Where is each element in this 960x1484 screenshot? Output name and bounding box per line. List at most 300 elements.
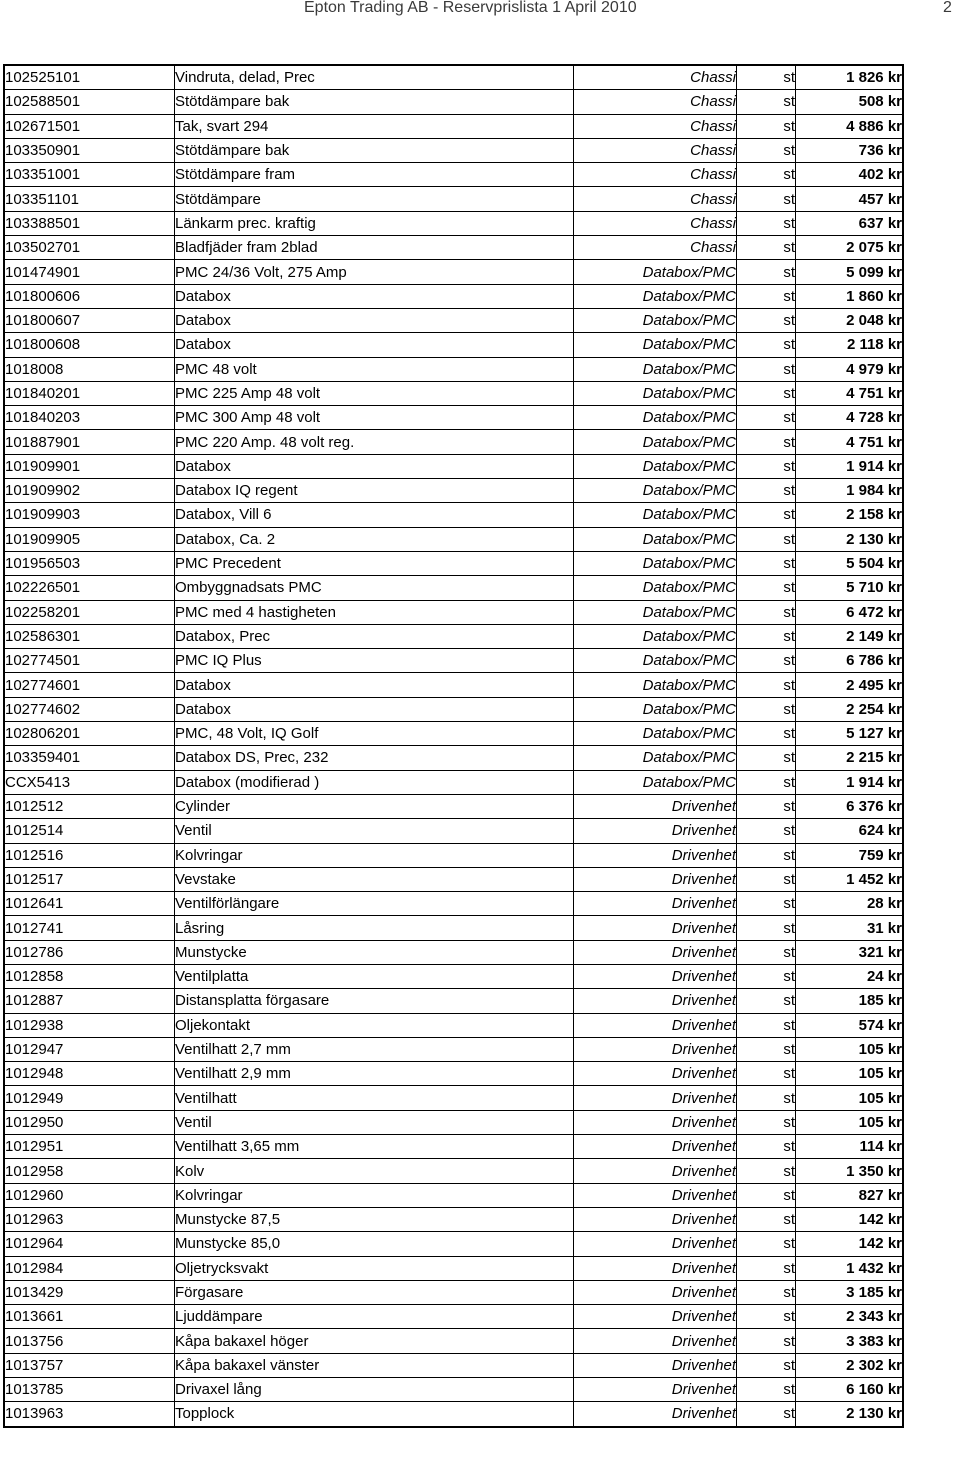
price: 4 751 kr — [796, 430, 904, 454]
part-category: Databox/PMC — [574, 503, 737, 527]
price: 759 kr — [796, 843, 904, 867]
unit: st — [737, 892, 796, 916]
table-row — [4, 503, 903, 527]
part-category: Drivenhet — [574, 1232, 737, 1256]
part-description: PMC 48 volt — [175, 357, 574, 381]
part-number: 101840201 — [4, 381, 175, 405]
table-row — [4, 65, 903, 90]
price: 5 099 kr — [796, 260, 904, 284]
part-number: 1013757 — [4, 1353, 175, 1377]
table-row — [4, 624, 903, 648]
price: 2 254 kr — [796, 697, 904, 721]
unit: st — [737, 65, 796, 90]
part-description: PMC, 48 Volt, IQ Golf — [175, 722, 574, 746]
unit: st — [737, 381, 796, 405]
price: 142 kr — [796, 1207, 904, 1231]
part-description: Kolv — [175, 1159, 574, 1183]
part-description: Stötdämpare bak — [175, 138, 574, 162]
part-description: Tak, svart 294 — [175, 114, 574, 138]
table-row — [4, 989, 903, 1013]
price: 1 452 kr — [796, 867, 904, 891]
unit: st — [737, 1183, 796, 1207]
part-description: Förgasare — [175, 1280, 574, 1304]
document-title: Epton Trading AB - Reservprislista 1 April 2010 — [304, 0, 637, 16]
part-description: Ventil — [175, 819, 574, 843]
unit: st — [737, 1232, 796, 1256]
part-number: 101909903 — [4, 503, 175, 527]
part-description: PMC med 4 hastigheten — [175, 600, 574, 624]
part-category: Drivenhet — [574, 1135, 737, 1159]
part-number: 1012950 — [4, 1110, 175, 1134]
table-row — [4, 430, 903, 454]
part-number: 102258201 — [4, 600, 175, 624]
part-category: Databox/PMC — [574, 697, 737, 721]
part-description: Databox IQ regent — [175, 479, 574, 503]
part-number: 102774601 — [4, 673, 175, 697]
unit: st — [737, 260, 796, 284]
part-category: Chassi — [574, 114, 737, 138]
part-number: 101909905 — [4, 527, 175, 551]
table-row — [4, 308, 903, 332]
part-description: PMC Precedent — [175, 551, 574, 575]
table-row — [4, 454, 903, 478]
price: 2 048 kr — [796, 308, 904, 332]
part-category: Chassi — [574, 187, 737, 211]
part-category: Drivenhet — [574, 843, 737, 867]
part-category: Databox/PMC — [574, 649, 737, 673]
part-description: PMC IQ Plus — [175, 649, 574, 673]
part-number: 102671501 — [4, 114, 175, 138]
part-number: 103502701 — [4, 236, 175, 260]
table-row — [4, 551, 903, 575]
part-description: Munstycke 87,5 — [175, 1207, 574, 1231]
table-row — [4, 357, 903, 381]
part-number: 1012951 — [4, 1135, 175, 1159]
price: 3 383 kr — [796, 1329, 904, 1353]
price: 736 kr — [796, 138, 904, 162]
unit: st — [737, 1037, 796, 1061]
part-category: Drivenhet — [574, 794, 737, 818]
unit: st — [737, 1256, 796, 1280]
part-number: 1018008 — [4, 357, 175, 381]
part-category: Chassi — [574, 236, 737, 260]
table-row — [4, 90, 903, 114]
part-description: Databox — [175, 284, 574, 308]
table-row — [4, 1305, 903, 1329]
unit: st — [737, 940, 796, 964]
price: 2 118 kr — [796, 333, 904, 357]
part-category: Databox/PMC — [574, 624, 737, 648]
part-number: 1012964 — [4, 1232, 175, 1256]
price: 1 350 kr — [796, 1159, 904, 1183]
part-description: Vevstake — [175, 867, 574, 891]
table-row — [4, 867, 903, 891]
part-category: Databox/PMC — [574, 284, 737, 308]
table-row — [4, 1159, 903, 1183]
table-row — [4, 892, 903, 916]
table-row — [4, 600, 903, 624]
unit: st — [737, 1378, 796, 1402]
part-category: Drivenhet — [574, 1329, 737, 1353]
part-category: Databox/PMC — [574, 430, 737, 454]
table-row — [4, 770, 903, 794]
price: 624 kr — [796, 819, 904, 843]
part-description: Ljuddämpare — [175, 1305, 574, 1329]
unit: st — [737, 770, 796, 794]
part-category: Databox/PMC — [574, 308, 737, 332]
price: 105 kr — [796, 1037, 904, 1061]
table-row — [4, 940, 903, 964]
part-description: Cylinder — [175, 794, 574, 818]
table-row — [4, 163, 903, 187]
part-category: Drivenhet — [574, 1378, 737, 1402]
part-number: 101956503 — [4, 551, 175, 575]
unit: st — [737, 138, 796, 162]
unit: st — [737, 819, 796, 843]
price: 2 343 kr — [796, 1305, 904, 1329]
unit: st — [737, 90, 796, 114]
part-category: Drivenhet — [574, 1110, 737, 1134]
part-category: Chassi — [574, 90, 737, 114]
part-category: Drivenhet — [574, 1207, 737, 1231]
price: 1 432 kr — [796, 1256, 904, 1280]
price: 5 710 kr — [796, 576, 904, 600]
unit: st — [737, 406, 796, 430]
part-category: Databox/PMC — [574, 527, 737, 551]
part-number: 101800607 — [4, 308, 175, 332]
page-number: 2 — [943, 0, 952, 16]
price: 4 751 kr — [796, 381, 904, 405]
part-category: Drivenhet — [574, 1037, 737, 1061]
part-number: 102774602 — [4, 697, 175, 721]
price: 6 786 kr — [796, 649, 904, 673]
unit: st — [737, 600, 796, 624]
table-row — [4, 576, 903, 600]
part-number: 101909901 — [4, 454, 175, 478]
price: 5 504 kr — [796, 551, 904, 575]
part-category: Chassi — [574, 138, 737, 162]
part-number: 1012960 — [4, 1183, 175, 1207]
unit: st — [737, 527, 796, 551]
part-category: Drivenhet — [574, 964, 737, 988]
part-number: 102525101 — [4, 65, 175, 90]
unit: st — [737, 333, 796, 357]
part-description: Bladfjäder fram 2blad — [175, 236, 574, 260]
price: 4 728 kr — [796, 406, 904, 430]
table-row — [4, 479, 903, 503]
price: 6 472 kr — [796, 600, 904, 624]
part-number: 1012741 — [4, 916, 175, 940]
price: 827 kr — [796, 1183, 904, 1207]
part-category: Databox/PMC — [574, 600, 737, 624]
table-row — [4, 1329, 903, 1353]
part-number: 1012887 — [4, 989, 175, 1013]
price: 2 215 kr — [796, 746, 904, 770]
part-description: Oljetrycksvakt — [175, 1256, 574, 1280]
part-category: Databox/PMC — [574, 551, 737, 575]
price: 1 914 kr — [796, 770, 904, 794]
part-number: 1012938 — [4, 1013, 175, 1037]
unit: st — [737, 211, 796, 235]
table-row — [4, 333, 903, 357]
part-number: 1012641 — [4, 892, 175, 916]
part-description: Låsring — [175, 916, 574, 940]
part-description: PMC 225 Amp 48 volt — [175, 381, 574, 405]
unit: st — [737, 576, 796, 600]
part-category: Databox/PMC — [574, 576, 737, 600]
part-description: Kolvringar — [175, 1183, 574, 1207]
part-category: Drivenhet — [574, 1305, 737, 1329]
price: 105 kr — [796, 1086, 904, 1110]
unit: st — [737, 163, 796, 187]
price: 28 kr — [796, 892, 904, 916]
part-number: 1012948 — [4, 1062, 175, 1086]
unit: st — [737, 989, 796, 1013]
page-header — [0, 0, 960, 18]
part-description: Stötdämpare fram — [175, 163, 574, 187]
unit: st — [737, 479, 796, 503]
price: 185 kr — [796, 989, 904, 1013]
part-number: 1012949 — [4, 1086, 175, 1110]
part-category: Drivenhet — [574, 1086, 737, 1110]
table-row — [4, 746, 903, 770]
part-category: Drivenhet — [574, 1402, 737, 1427]
part-category: Drivenhet — [574, 1013, 737, 1037]
unit: st — [737, 430, 796, 454]
price: 31 kr — [796, 916, 904, 940]
unit: st — [737, 1013, 796, 1037]
table-row — [4, 1135, 903, 1159]
price: 1 914 kr — [796, 454, 904, 478]
unit: st — [737, 114, 796, 138]
price-list-body — [4, 65, 903, 1427]
part-category: Drivenhet — [574, 1159, 737, 1183]
table-row — [4, 236, 903, 260]
unit: st — [737, 843, 796, 867]
part-number: 102586301 — [4, 624, 175, 648]
unit: st — [737, 746, 796, 770]
unit: st — [737, 1135, 796, 1159]
unit: st — [737, 1329, 796, 1353]
part-number: 102774501 — [4, 649, 175, 673]
part-number: 103351101 — [4, 187, 175, 211]
table-row — [4, 1013, 903, 1037]
part-description: Databox (modifierad ) — [175, 770, 574, 794]
price: 105 kr — [796, 1062, 904, 1086]
table-row — [4, 406, 903, 430]
price: 2 075 kr — [796, 236, 904, 260]
part-category: Drivenhet — [574, 989, 737, 1013]
unit: st — [737, 794, 796, 818]
part-number: 101909902 — [4, 479, 175, 503]
table-row — [4, 964, 903, 988]
unit: st — [737, 673, 796, 697]
part-number: 102806201 — [4, 722, 175, 746]
table-row — [4, 1086, 903, 1110]
part-category: Drivenhet — [574, 1062, 737, 1086]
unit: st — [737, 308, 796, 332]
table-row — [4, 1207, 903, 1231]
unit: st — [737, 1159, 796, 1183]
part-description: Databox — [175, 454, 574, 478]
part-number: 1012963 — [4, 1207, 175, 1231]
table-row — [4, 697, 903, 721]
part-category: Drivenhet — [574, 819, 737, 843]
unit: st — [737, 697, 796, 721]
price: 2 130 kr — [796, 1402, 904, 1427]
price: 2 130 kr — [796, 527, 904, 551]
part-description: Munstycke 85,0 — [175, 1232, 574, 1256]
price: 2 302 kr — [796, 1353, 904, 1377]
table-row — [4, 1062, 903, 1086]
price: 508 kr — [796, 90, 904, 114]
part-category: Drivenhet — [574, 916, 737, 940]
unit: st — [737, 649, 796, 673]
table-row — [4, 138, 903, 162]
table-row — [4, 649, 903, 673]
table-row — [4, 1183, 903, 1207]
table-row — [4, 1256, 903, 1280]
part-number: 103359401 — [4, 746, 175, 770]
price: 5 127 kr — [796, 722, 904, 746]
part-description: Databox, Ca. 2 — [175, 527, 574, 551]
part-description: Kåpa bakaxel höger — [175, 1329, 574, 1353]
table-row — [4, 1353, 903, 1377]
unit: st — [737, 1207, 796, 1231]
part-number: 1013429 — [4, 1280, 175, 1304]
part-description: Distansplatta förgasare — [175, 989, 574, 1013]
part-number: 101800606 — [4, 284, 175, 308]
table-row — [4, 673, 903, 697]
part-category: Drivenhet — [574, 867, 737, 891]
part-number: 1012958 — [4, 1159, 175, 1183]
part-number: 1012516 — [4, 843, 175, 867]
table-row — [4, 819, 903, 843]
part-number: 1012514 — [4, 819, 175, 843]
part-description: Kolvringar — [175, 843, 574, 867]
part-description: Länkarm prec. kraftig — [175, 211, 574, 235]
unit: st — [737, 1110, 796, 1134]
unit: st — [737, 964, 796, 988]
table-row — [4, 1037, 903, 1061]
price: 2 158 kr — [796, 503, 904, 527]
part-number: 1013785 — [4, 1378, 175, 1402]
unit: st — [737, 1062, 796, 1086]
part-description: Kåpa bakaxel vänster — [175, 1353, 574, 1377]
part-description: Stötdämpare — [175, 187, 574, 211]
part-number: 103388501 — [4, 211, 175, 235]
part-description: Topplock — [175, 1402, 574, 1427]
part-category: Chassi — [574, 211, 737, 235]
part-description: Databox DS, Prec, 232 — [175, 746, 574, 770]
unit: st — [737, 916, 796, 940]
part-number: 1012512 — [4, 794, 175, 818]
price: 321 kr — [796, 940, 904, 964]
unit: st — [737, 624, 796, 648]
part-category: Drivenhet — [574, 1256, 737, 1280]
part-description: Databox — [175, 333, 574, 357]
table-row — [4, 381, 903, 405]
part-description: Ventil — [175, 1110, 574, 1134]
price: 1 826 kr — [796, 65, 904, 90]
unit: st — [737, 454, 796, 478]
unit: st — [737, 284, 796, 308]
part-description: Stötdämpare bak — [175, 90, 574, 114]
part-number: 1012858 — [4, 964, 175, 988]
price: 2 149 kr — [796, 624, 904, 648]
part-number: 103351001 — [4, 163, 175, 187]
part-description: Databox, Vill 6 — [175, 503, 574, 527]
price: 4 886 kr — [796, 114, 904, 138]
price: 637 kr — [796, 211, 904, 235]
part-description: Databox — [175, 697, 574, 721]
table-row — [4, 1402, 903, 1427]
price: 6 376 kr — [796, 794, 904, 818]
part-number: 101887901 — [4, 430, 175, 454]
part-category: Chassi — [574, 163, 737, 187]
part-number: 101840203 — [4, 406, 175, 430]
part-number: CCX5413 — [4, 770, 175, 794]
part-number: 101474901 — [4, 260, 175, 284]
part-description: Ombyggnadsats PMC — [175, 576, 574, 600]
table-row — [4, 260, 903, 284]
part-category: Databox/PMC — [574, 357, 737, 381]
part-number: 101800608 — [4, 333, 175, 357]
part-number: 1012984 — [4, 1256, 175, 1280]
part-description: PMC 220 Amp. 48 volt reg. — [175, 430, 574, 454]
part-description: Vindruta, delad, Prec — [175, 65, 574, 90]
part-category: Drivenhet — [574, 1183, 737, 1207]
part-category: Databox/PMC — [574, 406, 737, 430]
part-number: 1013661 — [4, 1305, 175, 1329]
unit: st — [737, 1353, 796, 1377]
part-description: Ventilhatt — [175, 1086, 574, 1110]
price: 4 979 kr — [796, 357, 904, 381]
part-category: Databox/PMC — [574, 746, 737, 770]
price: 574 kr — [796, 1013, 904, 1037]
unit: st — [737, 1402, 796, 1427]
part-number: 1013756 — [4, 1329, 175, 1353]
table-row — [4, 843, 903, 867]
part-category: Databox/PMC — [574, 722, 737, 746]
table-row — [4, 1280, 903, 1304]
table-row — [4, 284, 903, 308]
unit: st — [737, 722, 796, 746]
part-description: Ventilhatt 2,7 mm — [175, 1037, 574, 1061]
unit: st — [737, 867, 796, 891]
table-row — [4, 916, 903, 940]
part-number: 102226501 — [4, 576, 175, 600]
part-description: Ventilhatt 2,9 mm — [175, 1062, 574, 1086]
part-description: Ventilförlängare — [175, 892, 574, 916]
part-category: Databox/PMC — [574, 673, 737, 697]
unit: st — [737, 187, 796, 211]
part-number: 1012786 — [4, 940, 175, 964]
table-row — [4, 1110, 903, 1134]
part-category: Databox/PMC — [574, 454, 737, 478]
price: 3 185 kr — [796, 1280, 904, 1304]
part-number: 103350901 — [4, 138, 175, 162]
part-category: Drivenhet — [574, 940, 737, 964]
part-category: Databox/PMC — [574, 381, 737, 405]
part-description: Munstycke — [175, 940, 574, 964]
table-row — [4, 211, 903, 235]
part-category: Chassi — [574, 65, 737, 90]
part-description: Databox, Prec — [175, 624, 574, 648]
table-row — [4, 1378, 903, 1402]
unit: st — [737, 503, 796, 527]
price: 457 kr — [796, 187, 904, 211]
